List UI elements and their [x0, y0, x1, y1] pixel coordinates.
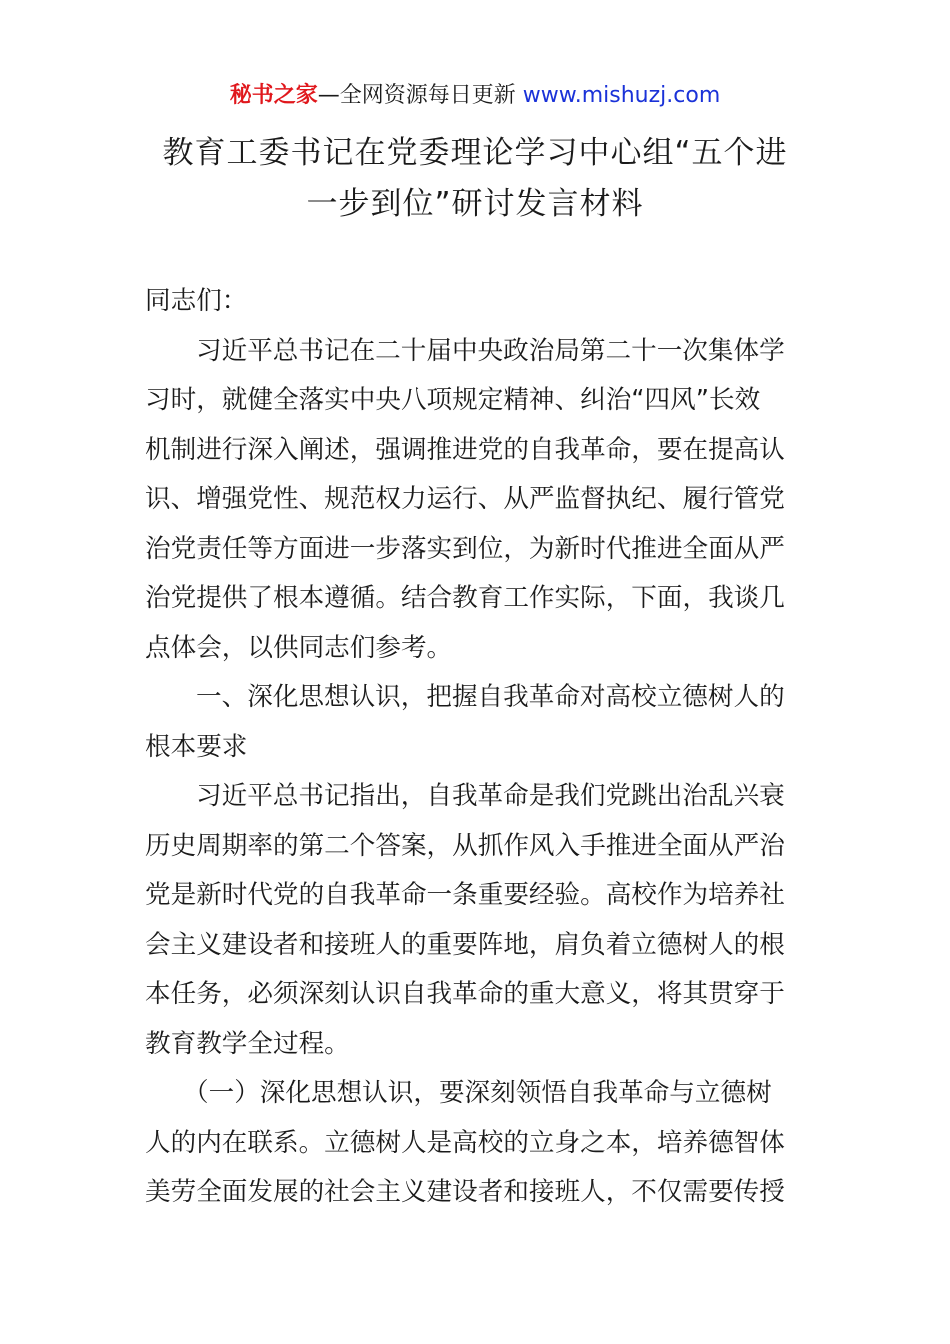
- paragraph-line: 机制进行深入阐述，强调推进党的自我革命，要在提高认: [145, 434, 785, 465]
- title-line-2: 一步到位”研讨发言材料: [306, 186, 644, 222]
- paragraph-line: 教育教学全过程。: [145, 1028, 350, 1059]
- paragraph-line: 本任务，必须深刻认识自我革命的重大意义，将其贯穿于: [145, 979, 785, 1009]
- paragraph-line: 会主义建设者和接班人的重要阵地，肩负着立德树人的根: [145, 929, 785, 960]
- paragraph-line: 习时，就健全落实中央八项规定精神、纠治“四风”长效: [145, 385, 761, 415]
- paragraph-line: 治党提供了根本遵循。结合教育工作实际，下面，我谈几: [145, 583, 785, 613]
- site-tagline: —全网资源每日更新: [317, 83, 516, 108]
- site-url-link[interactable]: www.mishuzj.com: [522, 83, 721, 108]
- paragraph-line: 点体会，以供同志们参考。: [145, 632, 453, 663]
- paragraph-line: 治党责任等方面进一步落实到位，为新时代推进全面从严: [145, 533, 785, 564]
- paragraph-line: （一）深化思想认识，要深刻领悟自我革命与立德树: [183, 1078, 772, 1108]
- paragraph-line: 习近平总书记在二十届中央政治局第二十一次集体学: [196, 335, 785, 366]
- paragraph-line: 美劳全面发展的社会主义建设者和接班人，不仅需要传授: [145, 1177, 785, 1207]
- paragraph-line: 识、增强党性、规范权力运行、从严监督执纪、履行管党: [145, 484, 785, 514]
- paragraph-line: 习近平总书记指出，自我革命是我们党跳出治乱兴衰: [196, 781, 785, 811]
- paragraph-line: 历史周期率的第二个答案，从抓作风入手推进全面从严治: [145, 830, 785, 861]
- title-line-1: 教育工委书记在党委理论学习中心组“五个进: [162, 135, 788, 171]
- section-heading-line: 根本要求: [145, 731, 248, 762]
- section-heading-line: 一、深化思想认识，把握自我革命对高校立德树人的: [196, 682, 785, 712]
- paragraph-line: 人的内在联系。立德树人是高校的立身之本，培养德智体: [145, 1127, 785, 1158]
- site-header: [0, 80, 950, 112]
- site-brand: 秘书之家: [229, 83, 318, 108]
- document-body: [145, 277, 805, 1218]
- document-title: [130, 128, 820, 230]
- salutation: 同志们：: [145, 286, 248, 316]
- paragraph-line: 党是新时代党的自我革命一条重要经验。高校作为培养社: [145, 880, 785, 910]
